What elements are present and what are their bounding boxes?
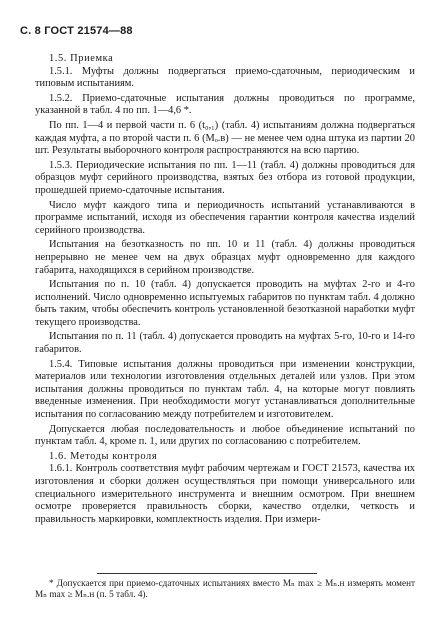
footnote-divider <box>97 573 317 574</box>
paragraph: 1.6.1. Контроль соответствия муфт рабочим чертежам и ГОСТ 21573, качества их изготовления и сборки должен осуществляться при помощи универсального или специального измерительного инструмента и внешним осмотром. При внешнем осмотре проверяется правильность сборки, качество отделки, четкость и правильность маркировки, комплектность изделия. При измери- <box>35 463 415 525</box>
paragraph: 1.5.4. Типовые испытания должны проводиться при изменении конструкции, материалов или технологии изготовления отдельных деталей или узлов. При этом испытания должны проводиться по пунктам табл. 4, на которые могут повлиять введенные изменения. При необходимости могут устанавливаться дополнительные испытания по согласованию между потребителем и изготовителем. <box>35 358 415 421</box>
paragraph: Испытания по п. 11 (табл. 4) допускается проводить на муфтах 5-го, 10-го и 14-го габаритов. <box>35 331 415 356</box>
paragraph: Испытания по п. 10 (табл. 4) допускается проводить на муфтах 2-го и 4-го исполнений. Число одновременно испытуемых габаритов по пунктам табл. 4 должно быть таким, чтобы обеспечить контроль установленной безотказной наработки муфт текущего производства. <box>35 279 415 328</box>
paragraph: Допускается любая последовательность и любое объединение испытаний по пунктам табл. 4, кроме п. 1, или других по согласованию с потребителем. <box>35 423 415 448</box>
paragraph: 1.5.2. Приемо-сдаточные испытания должны проводиться по программе, указанной в табл. 4 по пп. 1—4,6 *. <box>35 92 415 117</box>
paragraph: Число муфт каждого типа и периодичность испытаний устанавливаются в программе испытаний, исходя из обеспечения гарантии контроля качества изделий серийного производства. <box>35 199 415 236</box>
paragraph: По пп. 1—4 и первой части п. 6 (t₀,₁) (табл. 4) испытаниям должна подвергаться каждая муфта, а по второй части п. 6 (Mₒ.в) — не менее чем одна штука из партии 20 шт. Результаты выборочного контроля распространяются на всю партию. <box>35 119 415 157</box>
footnote: * Допускается при приемо-сдаточных испытаниях вместо Mₙ max ≥ Mₙ.н измерять момент Mₙ max ≥ Mₙ.н (п. 5 табл. 4). <box>35 578 415 600</box>
paragraph: 1.5.1. Муфты должны подвергаться приемо-сдаточным, периодическим и типовым испытаниям. <box>35 65 415 90</box>
paragraph: 1.5.3. Периодические испытания по пп. 1—11 (табл. 4) должны проводиться для образцов муфт серийного производства, взятых без отбора из готовой продукции, прошедшей приемо-сдаточные испытания. <box>35 159 415 196</box>
section-heading: 1.5. Приемка <box>49 53 114 64</box>
paragraph: Испытания на безотказность по пп. 10 и 11 (табл. 4) должны проводиться непрерывно не менее чем на двух образцах муфт одновременно для каждого габарита, находящихся в серийном производстве. <box>35 239 415 276</box>
document-body <box>35 53 415 528</box>
section-heading: 1.6. Методы контроля <box>49 450 158 462</box>
page-header: С. 8 ГОСТ 21574—88 <box>20 25 133 37</box>
